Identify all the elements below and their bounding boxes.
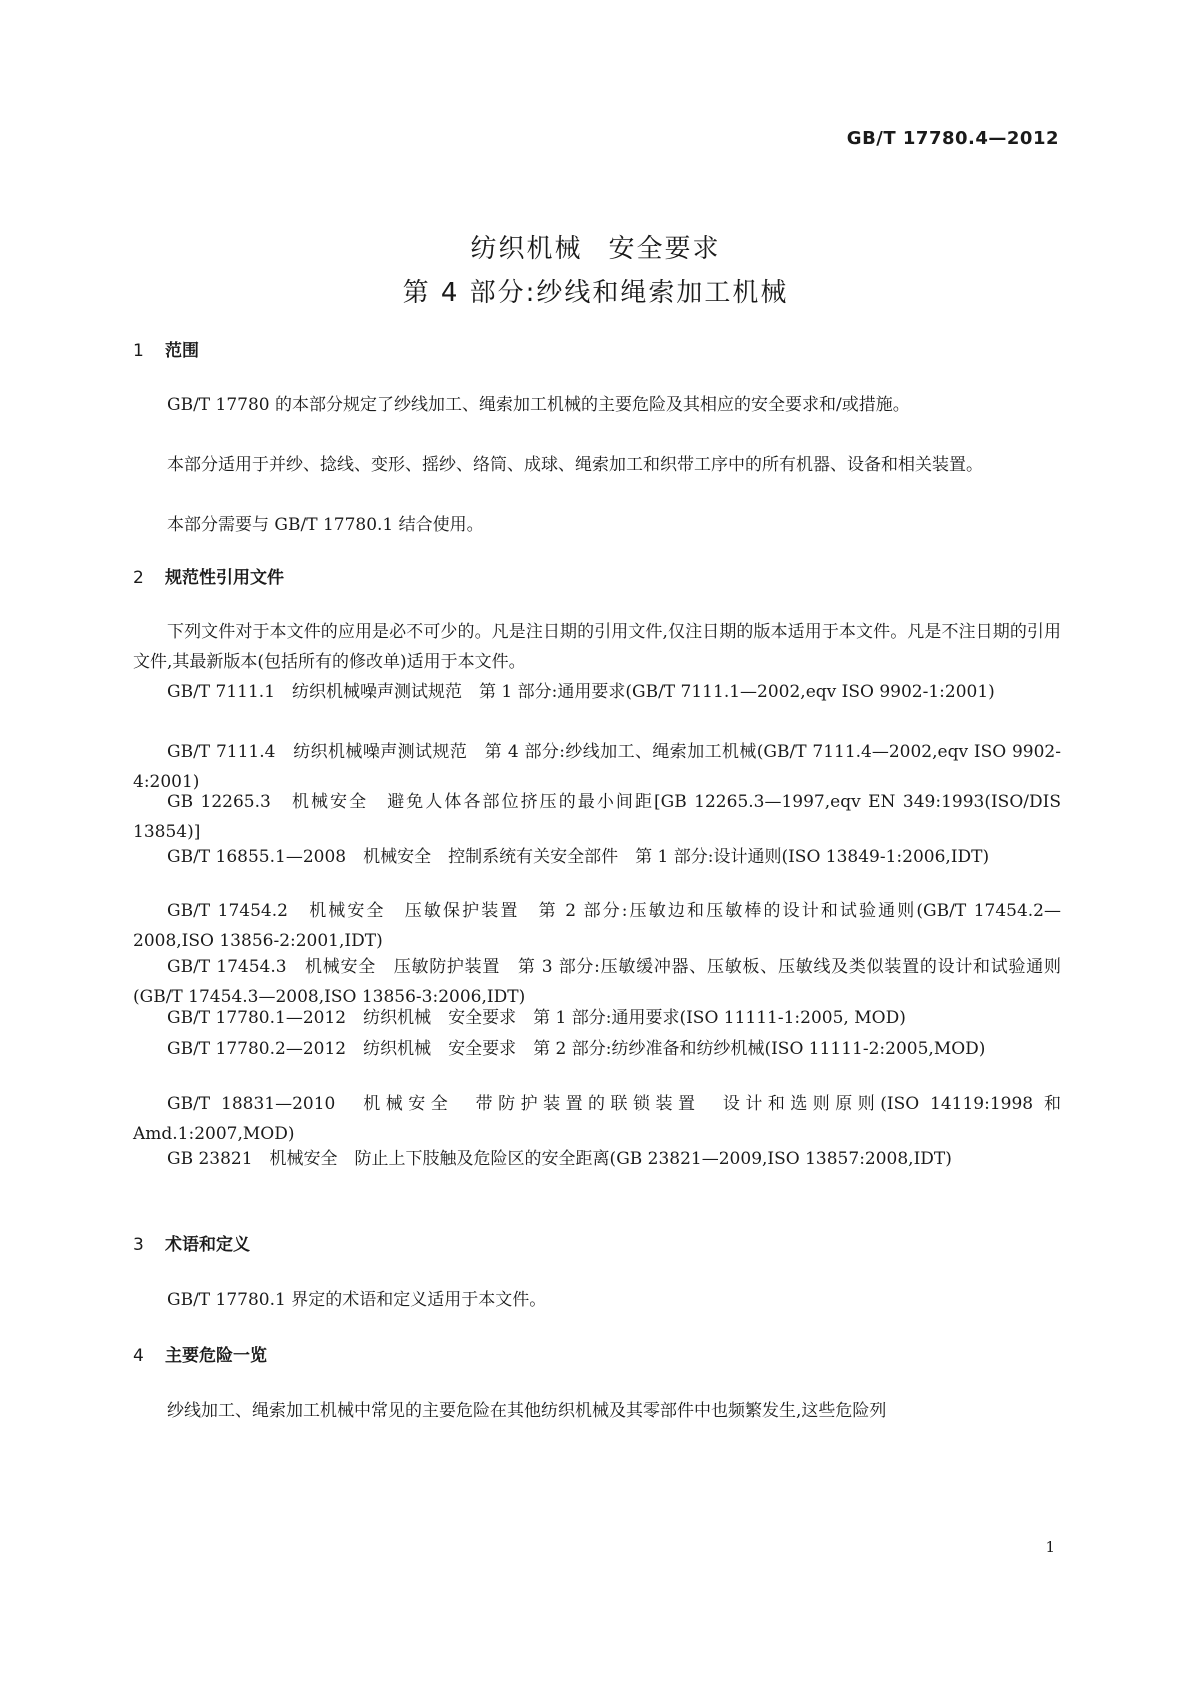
section-heading-2 [133,563,284,588]
scope-paragraph-3: 本部分需要与 GB/T 17780.1 结合使用。 [167,515,484,535]
title-part1: 纺织机械 [470,234,583,264]
section-number: 3 [133,1235,144,1255]
reference-item: GB/T 17454.2 机械安全 压敏保护装置 第 2 部分:压敏边和压敏棒的设计和试验通则(GB/T 17454.2—2008,ISO 13856-2:2001,IDT) [133,901,1061,951]
section-heading-3 [133,1230,250,1255]
document-title-line1 [0,228,1191,265]
references-intro: 下列文件对于本文件的应用是必不可少的。凡是注日期的引用文件,仅注日期的版本适用于本文件。凡是不注日期的引用文件,其最新版本(包括所有的修改单)适用于本文件。 [133,622,1061,672]
scope-paragraph-2: 本部分适用于并纱、捻线、变形、摇纱、络筒、成球、绳索加工和织带工序中的所有机器、设备和相关装置。 [167,455,983,475]
reference-item: GB/T 17780.1—2012 纺织机械 安全要求 第 1 部分:通用要求(ISO 11111-1:2005, MOD) [167,1008,906,1028]
section-heading-4 [133,1341,267,1366]
reference-item: GB/T 17780.2—2012 纺织机械 安全要求 第 2 部分:纺纱准备和纺纱机械(ISO 11111-2:2005,MOD) [167,1039,986,1059]
terms-paragraph: GB/T 17780.1 界定的术语和定义适用于本文件。 [167,1290,547,1310]
section-number: 1 [133,341,144,361]
section-title: 规范性引用文件 [165,568,284,588]
page-number: 1 [1045,1538,1055,1556]
section-number: 2 [133,568,144,588]
standard-code: GB/T 17780.4—2012 [846,128,1059,149]
document-title-line2: 第 4 部分:纱线和绳索加工机械 [402,278,789,308]
reference-item: GB/T 7111.4 纺织机械噪声测试规范 第 4 部分:纱线加工、绳索加工机械(GB/T 7111.4—2002,eqv ISO 9902-4:2001) [133,742,1061,792]
title-part2: 安全要求 [608,234,721,264]
scope-paragraph-1: GB/T 17780 的本部分规定了纱线加工、绳索加工机械的主要危险及其相应的安全要求和/或措施。 [167,395,910,415]
reference-item: GB/T 17454.3 机械安全 压敏防护装置 第 3 部分:压敏缓冲器、压敏板、压敏线及类似装置的设计和试验通则(GB/T 17454.3—2008,ISO 13856-3:2006,IDT) [133,957,1061,1007]
reference-item: GB/T 16855.1—2008 机械安全 控制系统有关安全部件 第 1 部分:设计通则(ISO 13849-1:2006,IDT) [167,847,990,867]
reference-item: GB/T 7111.1 纺织机械噪声测试规范 第 1 部分:通用要求(GB/T 7111.1—2002,eqv ISO 9902-1:2001) [167,682,995,702]
section-title: 主要危险一览 [165,1346,267,1366]
section-title: 术语和定义 [165,1235,250,1255]
section-number: 4 [133,1346,144,1366]
section-heading-1 [133,336,199,361]
reference-item: GB 23821 机械安全 防止上下肢触及危险区的安全距离(GB 23821—2009,ISO 13857:2008,IDT) [167,1149,952,1169]
section-title: 范围 [165,341,199,361]
reference-item: GB 12265.3 机械安全 避免人体各部位挤压的最小间距[GB 12265.3—1997,eqv EN 349:1993(ISO/DIS 13854)] [133,792,1061,842]
reference-item: GB/T 18831—2010 机械安全 带防护装置的联锁装置 设计和选则原则(ISO 14119:1998 和 Amd.1:2007,MOD) [133,1094,1061,1144]
hazards-paragraph: 纱线加工、绳索加工机械中常见的主要危险在其他纺织机械及其零部件中也频繁发生,这些危险列 [167,1401,887,1421]
